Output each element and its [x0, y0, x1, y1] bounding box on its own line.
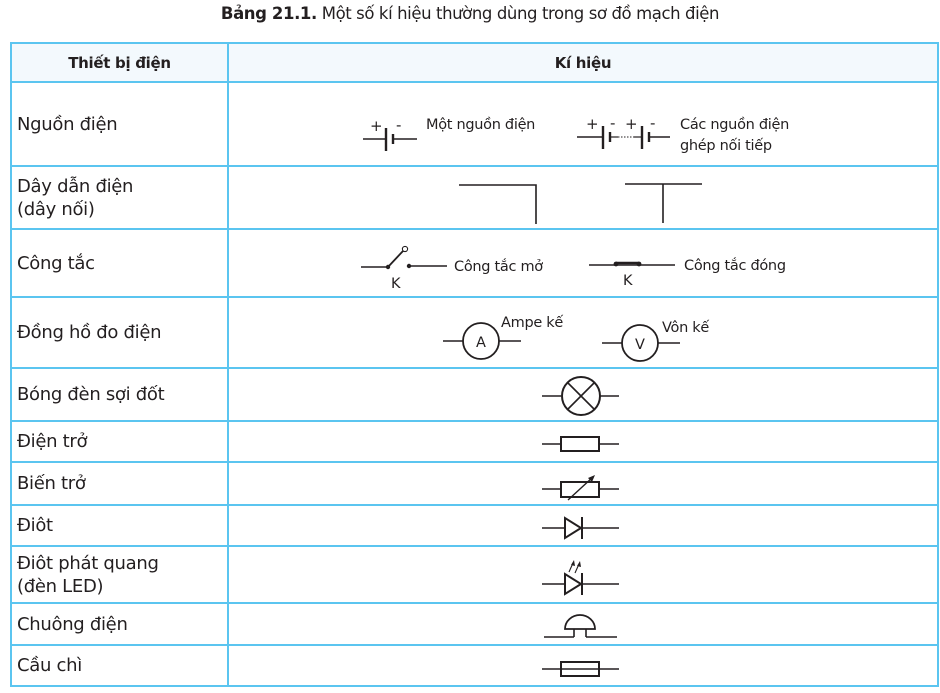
symbol-cell	[228, 421, 938, 462]
device-name: Nguồn điện	[11, 82, 228, 166]
device-name-line1: Dây dẫn điện	[17, 175, 134, 197]
device-name-line2: (dây nối)	[17, 198, 95, 220]
symbol-cell	[228, 462, 938, 505]
switch-letter: K	[391, 276, 401, 292]
switch-open-label: Công tắc mở	[454, 259, 543, 275]
symbol-cell	[228, 166, 938, 229]
symbol-cell	[228, 603, 938, 645]
bell-icon	[544, 615, 617, 637]
symbol-cell	[228, 229, 938, 297]
device-name: Cầu chì	[11, 645, 228, 686]
switch-closed-icon	[589, 262, 675, 267]
symbol-cell	[228, 82, 938, 166]
table-row	[11, 546, 938, 603]
device-name: Bóng đèn sợi đốt	[11, 368, 228, 421]
symbol-cell	[228, 546, 938, 603]
caption-text: Một số kí hiệu thường dùng trong sơ đồ mạch điện	[316, 4, 720, 23]
voltmeter-label: Vôn kế	[662, 320, 709, 336]
switch-letter: K	[623, 273, 633, 289]
table-row	[11, 166, 938, 229]
device-name: Công tắc	[11, 229, 228, 297]
header-symbol: Kí hiệu	[228, 43, 938, 82]
device-name	[11, 166, 228, 229]
minus-sign: -	[610, 114, 616, 132]
device-name: Biến trở	[11, 462, 228, 505]
minus-sign: -	[396, 116, 402, 134]
table-row	[11, 229, 938, 297]
device-name-line1: Điôt phát quang	[17, 552, 159, 574]
battery-label: Một nguồn điện	[426, 117, 536, 133]
ammeter-label: Ampe kế	[501, 315, 563, 331]
table-row	[11, 462, 938, 505]
header-device: Thiết bị điện	[11, 43, 228, 82]
device-name: Điện trở	[11, 421, 228, 462]
device-name-line2: (đèn LED)	[17, 575, 104, 597]
fuse-icon	[542, 662, 619, 676]
minus-sign: -	[650, 114, 656, 132]
ammeter-letter: A	[476, 335, 486, 351]
symbol-cell	[228, 645, 938, 686]
symbols-table	[10, 42, 939, 687]
lamp-icon	[542, 377, 619, 415]
table-row	[11, 297, 938, 368]
plus-sign: +	[625, 115, 638, 133]
device-name: Chuông điện	[11, 603, 228, 645]
plus-sign: +	[586, 115, 599, 133]
diode-icon	[542, 517, 619, 539]
table-header-row	[11, 43, 938, 82]
table-row	[11, 603, 938, 645]
symbol-cell	[228, 505, 938, 546]
table-row	[11, 82, 938, 166]
table-row	[11, 505, 938, 546]
table-row	[11, 421, 938, 462]
caption-label: Bảng 21.1.	[220, 4, 317, 23]
series-label-line1: Các nguồn điện	[680, 117, 789, 133]
table-row	[11, 368, 938, 421]
wire-corner-icon	[459, 185, 536, 224]
symbol-cell	[228, 368, 938, 421]
table-row	[11, 645, 938, 686]
plus-sign: +	[370, 117, 383, 135]
device-name: Đồng hồ đo điện	[11, 297, 228, 368]
series-label-line2: ghép nối tiếp	[680, 138, 772, 154]
resistor-icon	[542, 437, 619, 451]
device-name	[11, 546, 228, 603]
wire-junction-icon	[625, 184, 702, 223]
led-icon	[542, 560, 619, 595]
voltmeter-letter: V	[635, 337, 645, 353]
symbol-cell	[228, 297, 938, 368]
switch-closed-label: Công tắc đóng	[684, 258, 786, 274]
variable-resistor-icon	[542, 475, 619, 500]
device-name: Điôt	[11, 505, 228, 546]
switch-open-icon	[361, 246, 447, 269]
table-caption	[0, 4, 940, 23]
